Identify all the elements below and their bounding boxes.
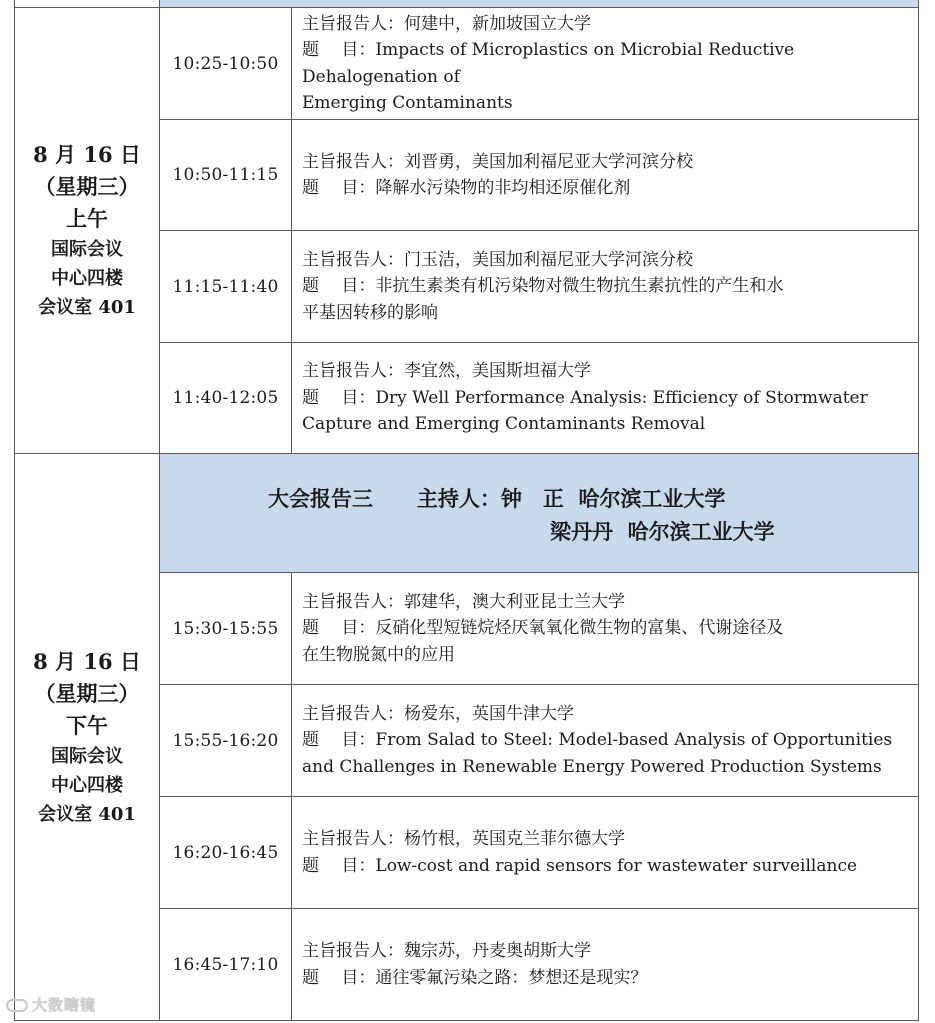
day-venue-1: 国际会议 — [51, 745, 123, 767]
talk-details — [292, 797, 919, 909]
day-cell-afternoon — [15, 454, 160, 1021]
day-weekday: （星期三） — [34, 680, 140, 706]
title-label: 题 目： — [302, 730, 376, 751]
table-row — [15, 454, 919, 573]
top-strip-day — [15, 0, 160, 8]
speaker-label: 主旨报告人： — [302, 829, 404, 849]
talk-details — [292, 120, 919, 231]
talk-time: 10:25-10:50 — [160, 8, 292, 120]
title-label: 题 目： — [302, 276, 376, 297]
day-period: 下午 — [66, 712, 108, 738]
title-label: 题 目： — [302, 618, 376, 639]
talk-details — [292, 685, 919, 797]
chair-name: 钟 正 — [500, 486, 564, 511]
speaker-label: 主旨报告人： — [302, 361, 404, 382]
talk-time: 10:50-11:15 — [160, 120, 292, 231]
day-venue-2: 中心四楼 — [51, 268, 123, 289]
day-weekday: （星期三） — [34, 174, 140, 199]
speaker-name: 何建中，新加坡国立大学 — [404, 13, 591, 34]
top-strip-row — [15, 0, 919, 8]
talk-title-line: 平基因转移的影响 — [302, 302, 438, 323]
chair-affiliation: 哈尔滨工业大学 — [578, 486, 726, 511]
talk-details — [292, 909, 919, 1021]
title-label: 题 目： — [302, 967, 376, 988]
speaker-name: 郭建华，澳大利亚昆士兰大学 — [404, 591, 625, 612]
day-venue-2: 中心四楼 — [51, 774, 123, 796]
session-chair-header — [160, 454, 919, 573]
talk-details — [292, 343, 919, 454]
speaker-name: 门玉洁，美国加利福尼亚大学河滨分校 — [404, 249, 693, 270]
day-period: 上午 — [66, 206, 108, 231]
chair-name: 梁丹丹 — [550, 519, 613, 544]
talk-time: 11:40-12:05 — [160, 343, 292, 454]
speaker-label: 主旨报告人： — [302, 13, 404, 34]
talk-title-line: Dry Well Performance Analysis: Efficiency of Stormwater — [375, 387, 868, 408]
session-name: 大会报告三 — [268, 486, 373, 511]
title-label: 题 目： — [302, 40, 376, 60]
speaker-label: 主旨报告人： — [302, 703, 404, 724]
talk-title-line: Capture and Emerging Contaminants Removal — [302, 414, 706, 435]
talk-title-line: Low-cost and rapid sensors for wastewater surveillance — [375, 855, 858, 876]
talk-time: 11:15-11:40 — [160, 231, 292, 343]
top-strip-header — [160, 0, 919, 8]
talk-details — [292, 8, 919, 120]
day-date: 8 月 16 日 — [33, 648, 141, 674]
chair-label: 主持人： — [416, 486, 501, 511]
watermark-text: 大数瞎镜 — [32, 996, 97, 1014]
talk-time: 15:30-15:55 — [160, 573, 292, 685]
talk-details — [292, 573, 919, 685]
day-date: 8 月 16 日 — [33, 142, 141, 167]
day-venue-3: 会议室 401 — [38, 297, 136, 318]
day-venue-1: 国际会议 — [51, 239, 123, 260]
title-label: 题 目： — [302, 855, 376, 876]
day-cell-morning — [15, 8, 160, 454]
speaker-label: 主旨报告人： — [302, 249, 404, 270]
talk-title-line: Impacts of Microplastics on Microbial Reductive Dehalogenation of — [302, 40, 795, 87]
talk-title-line: and Challenges in Renewable Energy Powered Production Systems — [302, 756, 882, 777]
talk-title-line: Emerging Contaminants — [302, 93, 513, 113]
talk-title-line: 降解水污染物的非均相还原催化剂 — [375, 178, 631, 198]
speaker-name: 魏宗苏，丹麦奥胡斯大学 — [404, 941, 591, 961]
schedule-table — [14, 0, 919, 1021]
chair-affiliation: 哈尔滨工业大学 — [627, 519, 775, 544]
speaker-name: 杨竹根，英国克兰菲尔德大学 — [404, 829, 625, 849]
watermark-logo-icon — [6, 999, 28, 1012]
title-label: 题 目： — [302, 178, 376, 198]
speaker-label: 主旨报告人： — [302, 941, 404, 961]
speaker-label: 主旨报告人： — [302, 591, 404, 612]
talk-details — [292, 231, 919, 343]
watermark — [6, 994, 96, 1015]
talk-title-line: From Salad to Steel: Model-based Analysis of Opportunities — [375, 730, 893, 751]
talk-time: 16:45-17:10 — [160, 909, 292, 1021]
title-label: 题 目： — [302, 387, 376, 408]
talk-title-line: 在生物脱氮中的应用 — [302, 644, 455, 665]
speaker-name: 刘晋勇，美国加利福尼亚大学河滨分校 — [404, 151, 693, 172]
talk-time: 15:55-16:20 — [160, 685, 292, 797]
talk-title-line: 通往零氟污染之路：梦想还是现实？ — [375, 967, 648, 988]
speaker-name: 杨爱东，英国牛津大学 — [404, 703, 574, 724]
talk-time: 16:20-16:45 — [160, 797, 292, 909]
speaker-label: 主旨报告人： — [302, 151, 404, 172]
talk-title-line: 反硝化型短链烷烃厌氧氧化微生物的富集、代谢途径及 — [375, 618, 784, 639]
table-row — [15, 8, 919, 120]
day-venue-3: 会议室 401 — [38, 803, 136, 825]
speaker-name: 李宜然，美国斯坦福大学 — [404, 361, 591, 382]
talk-title-line: 非抗生素类有机污染物对微生物抗生素抗性的产生和水 — [375, 276, 784, 297]
